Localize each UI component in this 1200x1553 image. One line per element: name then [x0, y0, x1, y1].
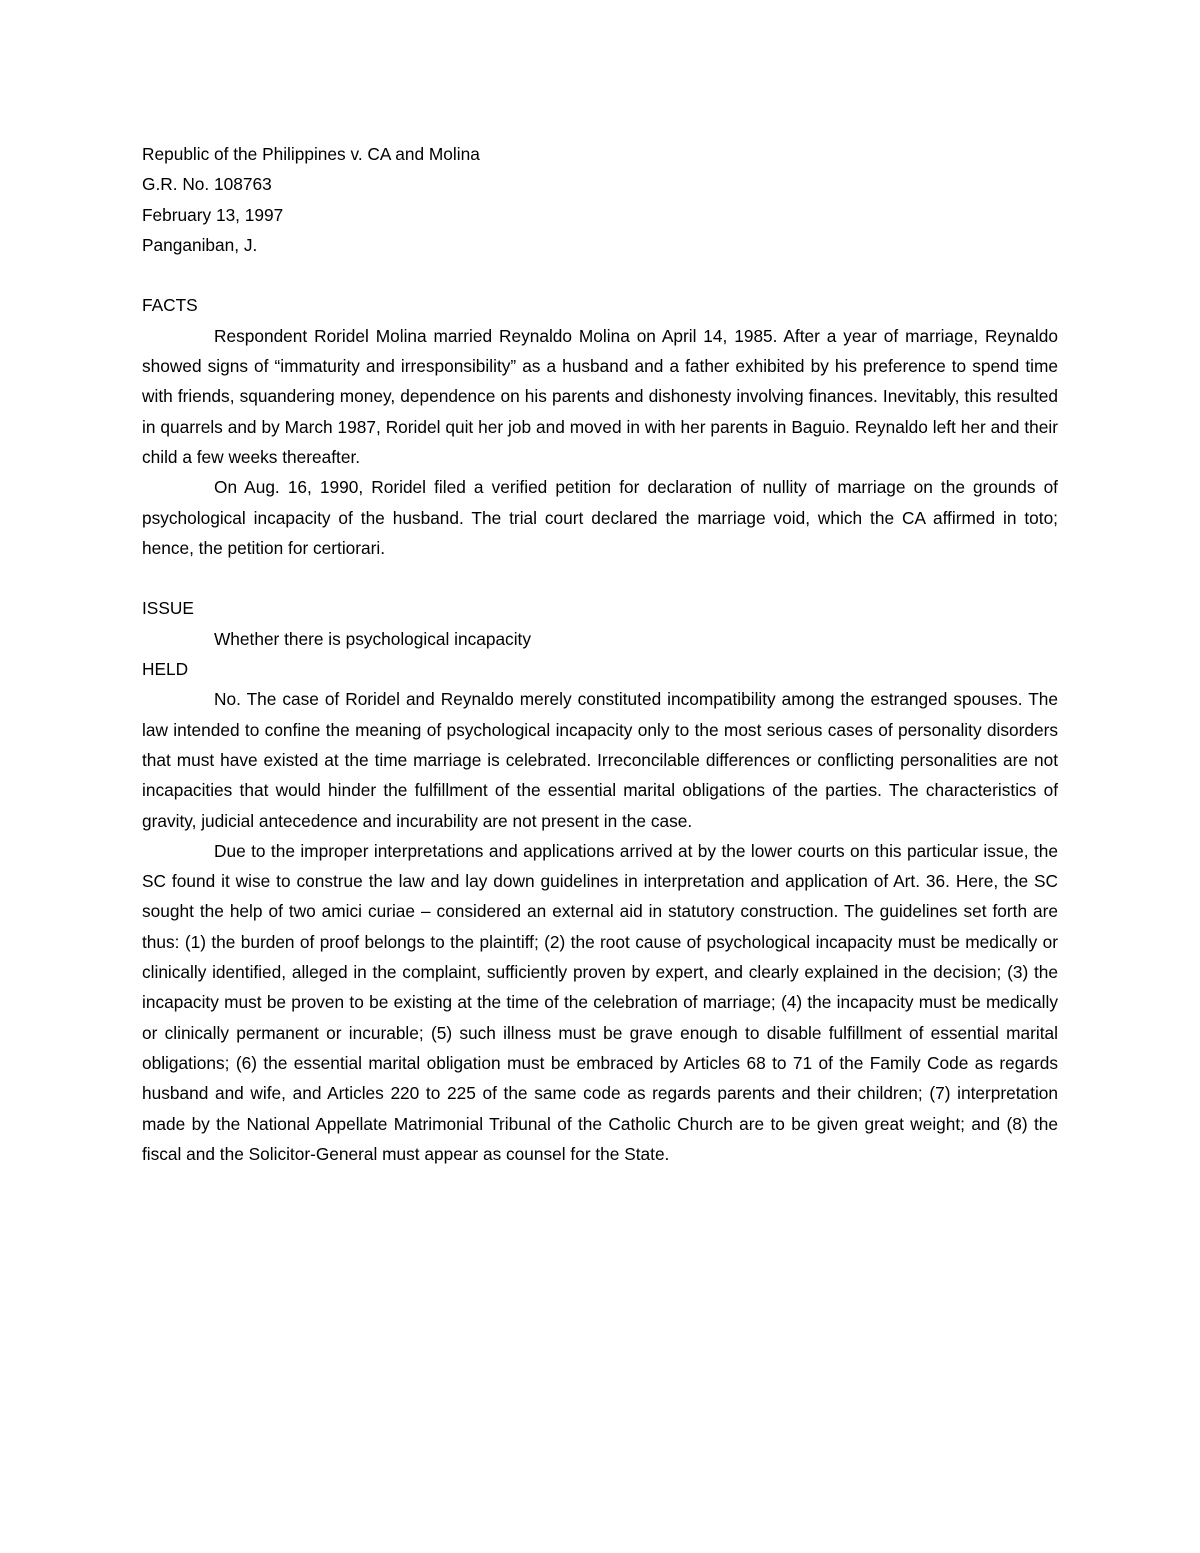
decision-date: February 13, 1997	[142, 204, 284, 225]
issue-text: Whether there is psychological incapacity	[214, 628, 531, 649]
issue-heading: ISSUE	[142, 598, 194, 619]
spacer	[142, 260, 1058, 290]
facts-heading: FACTS	[142, 295, 198, 316]
held-paragraph-1: No. The case of Roridel and Reynaldo merely constituted incompatibility among the estranged spouses. The law intended to confine the meaning of psychological incapacity only to the most serious cases of personality disorders that must have existed at the time marriage is celebrated. Irreconcilable differences or conflicting personalities are not incapacities that would hinder the fulfillment of the essential marital obligations of the parties. The characteristics of gravity, judicial antecedence and incurability are not present in the case.	[142, 689, 1058, 831]
ponente: Panganiban, J.	[142, 234, 258, 255]
gr-number: G.R. No. 108763	[142, 174, 272, 195]
held-heading: HELD	[142, 659, 189, 680]
spacer	[142, 563, 1058, 593]
held-paragraph-2: Due to the improper interpretations and applications arrived at by the lower courts on this particular issue, the SC found it wise to construe the law and lay down guidelines in interpretation and application of Art. 36. Here, the SC sought the help of two amici curiae – considered an external aid in statutory construction. The guidelines set forth are thus: (1) the burden of proof belongs to the plaintiff; (2) the root cause of psychological incapacity must be medically or clinically identified, alleged in the complaint, sufficiently proven by expert, and clearly explained in the decision; (3) the incapacity must be proven to be existing at the time of the celebration of marriage; (4) the incapacity must be medically or clinically permanent or incurable; (5) such illness must be grave enough to disable fulfillment of essential marital obligations; (6) the essential marital obligation must be embraced by Articles 68 to 71 of the Family Code as regards husband and wife, and Articles 220 to 225 of the same code as regards parents and their children; (7) interpretation made by the National Appellate Matrimonial Tribunal of the Catholic Church are to be given great weight; and (8) the fiscal and the Solicitor-General must appear as counsel for the State.	[142, 840, 1058, 1164]
case-title: Republic of the Philippines v. CA and Molina	[142, 144, 480, 164]
facts-paragraph-1: Respondent Roridel Molina married Reynaldo Molina on April 14, 1985. After a year of marriage, Reynaldo showed signs of “immaturity and irresponsibility” as a husband and a father exhibited by his preference to spend time with friends, squandering money, dependence on his parents and dishonesty involving finances. Inevitably, this resulted in quarrels and by March 1987, Roridel quit her job and moved in with her parents in Baguio. Reynaldo left her and their child a few weeks thereafter.	[142, 325, 1058, 467]
document-page	[142, 139, 1058, 1169]
facts-paragraph-2: On Aug. 16, 1990, Roridel filed a verified petition for declaration of nullity of marriage on the grounds of psychological incapacity of the husband. The trial court declared the marriage void, which the CA affirmed in toto; hence, the petition for certiorari.	[142, 477, 1058, 558]
